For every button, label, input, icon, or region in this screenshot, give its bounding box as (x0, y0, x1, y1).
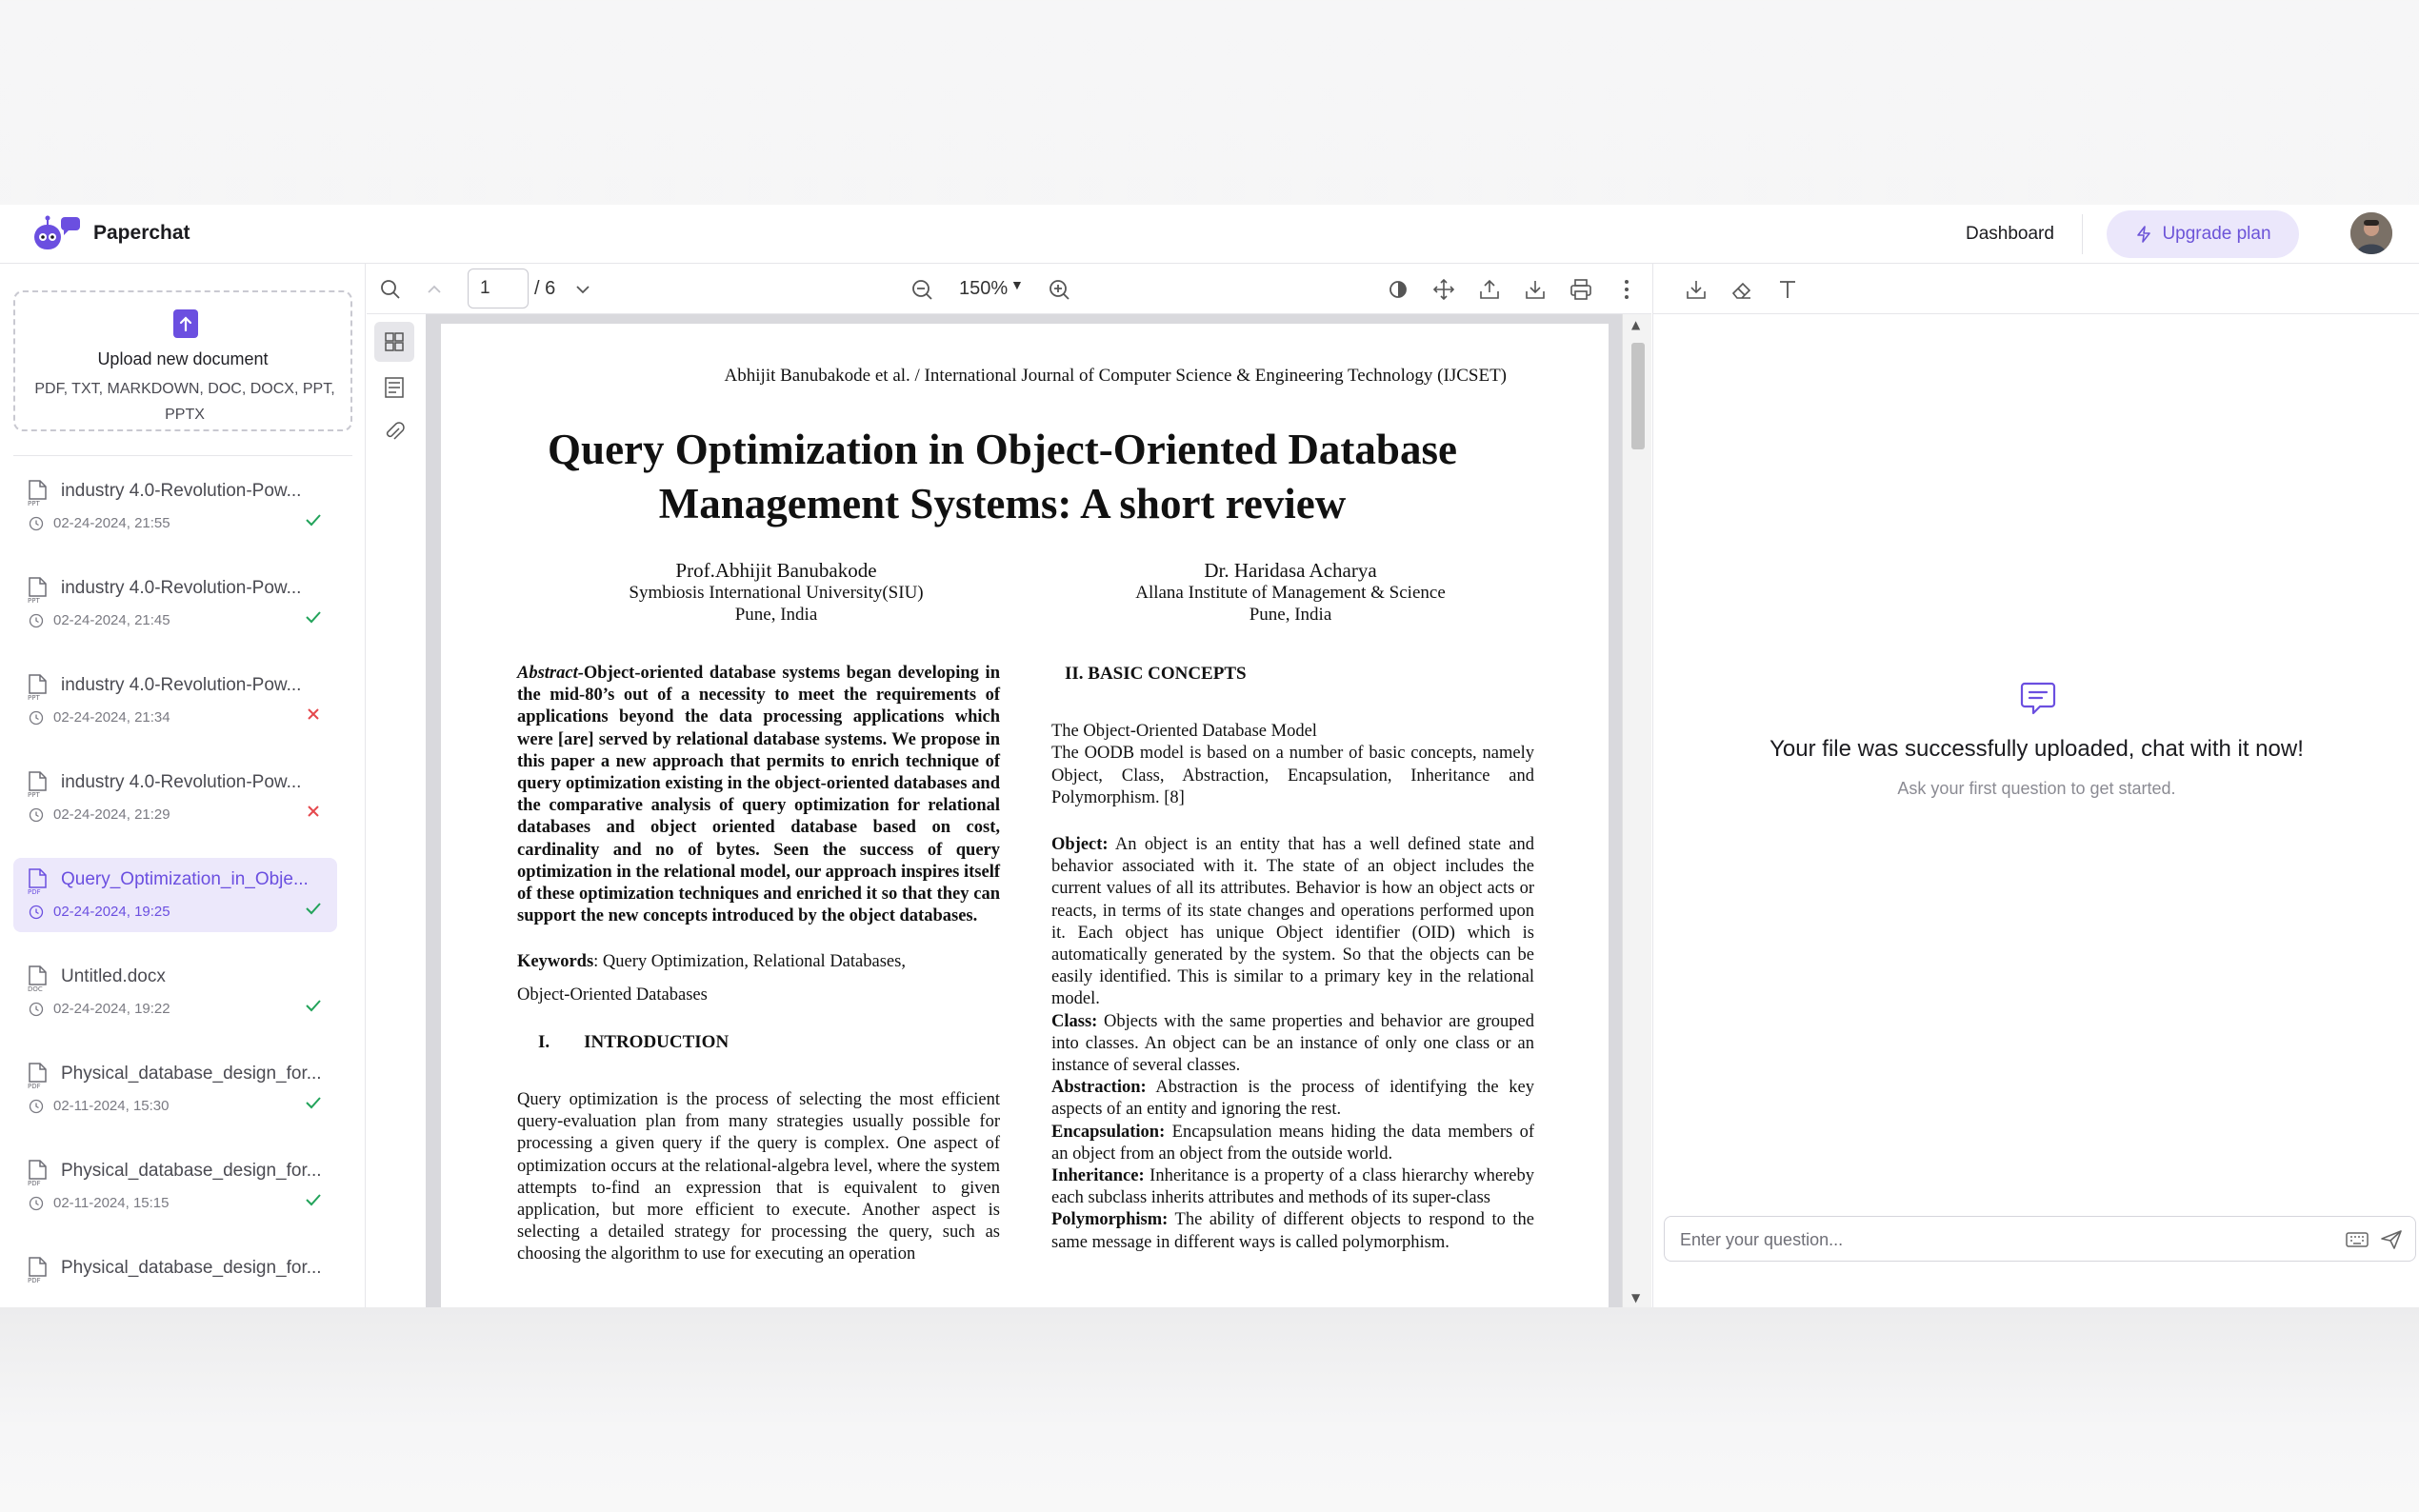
object-text: An object is an entity that has a well defined state and behavior associated with it. The state of an object includes the current values of all its attributes. Behavior is how an object acts or reacts, in terms of its state changes and operations performed upon it. Each object has unique Object identifier (OID) which is automatically generated by the system. So that the objects can be easily identified. This is similar to a primary key in the relational model. (1051, 835, 1534, 1009)
document-timestamp: 02-11-2024, 15:30 (53, 1098, 170, 1114)
svg-text:PDF: PDF (28, 1180, 41, 1186)
avatar-image (2350, 212, 2392, 254)
chat-toolbar (1653, 264, 2419, 314)
theme-toggle-icon[interactable] (1386, 277, 1410, 302)
svg-text:PPT: PPT (28, 694, 40, 701)
author-affiliation: Allana Institute of Management & Science (1135, 583, 1446, 603)
pdf-canvas-area[interactable] (426, 314, 1651, 1307)
scroll-up-arrow-icon[interactable]: ▲ (1631, 318, 1641, 331)
document-item[interactable] (13, 567, 337, 641)
upload-file-icon[interactable] (1477, 277, 1502, 302)
document-name: Physical_database_design_for... (61, 1064, 322, 1084)
success-check-icon (303, 607, 324, 627)
search-icon[interactable] (378, 277, 403, 302)
success-check-icon (303, 995, 324, 1016)
sidebar-divider (13, 455, 352, 456)
class-label: Class: (1051, 1011, 1098, 1031)
upload-icon (173, 309, 198, 338)
chevron-down-icon[interactable] (570, 277, 595, 302)
attachments-button[interactable] (374, 413, 414, 453)
print-icon[interactable] (1569, 277, 1593, 302)
clock-icon (29, 516, 44, 531)
object-label: Object: (1051, 835, 1109, 855)
thumbnails-icon (374, 322, 414, 362)
thumbnails-button[interactable] (374, 322, 414, 362)
documents-sidebar (0, 264, 366, 1307)
user-avatar[interactable] (2350, 212, 2392, 254)
encapsulation-label: Encapsulation: (1051, 1122, 1166, 1142)
document-name: industry 4.0-Revolution-Pow... (61, 578, 302, 598)
pdf-toolbar (367, 264, 1651, 314)
send-icon[interactable] (2379, 1228, 2404, 1251)
document-item[interactable] (13, 1149, 337, 1224)
success-check-icon (303, 509, 324, 530)
lightning-icon (2134, 225, 2153, 244)
eraser-icon[interactable] (1729, 277, 1754, 302)
upload-dropzone[interactable] (13, 290, 352, 431)
introduction-heading (517, 1031, 1000, 1053)
document-name: Physical_database_design_for... (61, 1258, 322, 1278)
clock-icon (29, 807, 44, 823)
document-item-active[interactable] (13, 858, 337, 932)
author-name: Dr. Haridasa Acharya (1204, 559, 1377, 582)
page-number-input[interactable] (468, 269, 529, 308)
abstract (517, 663, 1000, 927)
success-check-icon (303, 1189, 324, 1210)
abstraction-definition (1051, 1077, 1534, 1121)
ppt-file-icon (27, 480, 48, 507)
brand-name: Paperchat (93, 222, 190, 244)
upgrade-plan-label: Upgrade plan (2162, 224, 2271, 244)
svg-text:PPT: PPT (28, 500, 40, 507)
paperclip-icon (374, 413, 414, 453)
document-timestamp: 02-24-2024, 21:55 (53, 515, 170, 531)
clock-icon (29, 1099, 44, 1114)
zoom-out-icon[interactable] (910, 277, 934, 302)
journal-header: Abhijit Banubakode et al. / International Journal of Computer Science & Engineering Technology (IJCSET) (724, 366, 1507, 386)
document-name: industry 4.0-Revolution-Pow... (61, 675, 302, 695)
chevron-up-icon[interactable] (422, 277, 447, 302)
svg-text:PPT: PPT (28, 597, 40, 604)
scroll-thumb[interactable] (1631, 343, 1645, 449)
pdf-file-icon (27, 868, 48, 895)
pdf-page (441, 324, 1609, 1307)
svg-text:PPT: PPT (28, 791, 40, 798)
left-column (517, 663, 1000, 1266)
polymorphism-label: Polymorphism: (1051, 1210, 1169, 1230)
encapsulation-text: Encapsulation means hiding the data members of an object from an object from the outside world. (1051, 1122, 1534, 1164)
abstract-label: Abstract- (517, 664, 584, 683)
text-format-icon[interactable] (1775, 277, 1800, 302)
document-item[interactable] (13, 664, 337, 738)
question-input[interactable] (1680, 1226, 2289, 1253)
keywords-label: Keywords (517, 952, 594, 972)
header-divider (2082, 214, 2083, 254)
author-location: Pune, India (1249, 605, 1332, 625)
document-name: Untitled.docx (61, 966, 166, 986)
document-timestamp: 02-24-2024, 19:22 (53, 1001, 170, 1017)
document-timestamp: 02-24-2024, 21:29 (53, 806, 170, 823)
download-icon[interactable] (1523, 277, 1548, 302)
document-name: Query_Optimization_in_Obje... (61, 869, 309, 889)
document-item[interactable] (13, 955, 337, 1029)
zoom-level[interactable]: 150% (959, 278, 1009, 299)
paper-title: Query Optimization in Object-Oriented Database Management Systems: A short review (548, 426, 1457, 527)
keywords-line-2: Object-Oriented Databases (517, 985, 708, 1005)
abstract-text: Object-oriented database systems began developing in the mid-80’s out of a necessity to meet the requirements of applications beyond the data processing applications which were [are] served by relational database systems. We propose in this paper a new approach that permits to enrich technique of query optimization existing in the object-oriented databases and the comparative analysis of query optimization for relational databases and object oriented database based on cost, cardinality and no of bytes. Seen the success of query optimization in the relational model, our approach inspires itself of these optimization techniques and enriched it so that they can support the new concepts introduced by the object databases. (517, 664, 1000, 926)
encapsulation-definition (1051, 1122, 1534, 1165)
intro-number: I. (538, 1031, 550, 1052)
document-timestamp: 02-24-2024, 21:34 (53, 709, 170, 726)
document-item[interactable] (13, 1246, 337, 1307)
inheritance-definition (1051, 1165, 1534, 1209)
introduction-text: Query optimization is the process of selecting the most efficient query-evaluation plan from many strategies usually possible for processing a given query if the query is complex. One aspect of optimization occurs at the relational-algebra level, where the system attempts to-find an expression that is equivalent to given application, but more efficient to execute. Another aspect is selecting a detailed strategy for processing the query, such as choosing the algorithm to use for executing an operation (517, 1090, 1000, 1264)
zoom-dropdown-icon[interactable]: ▼ (1010, 277, 1024, 292)
chat-input-box (1664, 1216, 2416, 1262)
intro-title: INTRODUCTION (584, 1031, 730, 1052)
svg-text:PDF: PDF (28, 1083, 41, 1089)
class-definition (1051, 1011, 1534, 1078)
paperchat-logo-icon (32, 213, 82, 255)
ppt-file-icon (27, 674, 48, 701)
class-text: Objects with the same properties and behavior are grouped into classes. An object can be an instance of only one class or an instance of several classes. (1051, 1011, 1534, 1076)
document-list (13, 469, 337, 1307)
author-affiliation: Symbiosis International University(SIU) (629, 583, 924, 603)
clock-icon (29, 1196, 44, 1211)
pdf-viewer (367, 264, 1651, 1307)
chat-bubble-icon (2019, 679, 2057, 717)
scroll-down-arrow-icon[interactable]: ▼ (1631, 1291, 1641, 1304)
pdf-file-icon (27, 1257, 48, 1283)
chat-empty-title: Your file was successfully uploaded, chat with it now! (1769, 736, 2304, 762)
clock-icon (29, 905, 44, 920)
document-item[interactable] (13, 1052, 337, 1126)
document-timestamp: 02-24-2024, 19:25 (53, 904, 170, 920)
author-name: Prof.Abhijit Banubakode (675, 559, 877, 582)
author-block-2 (1090, 560, 1490, 626)
document-item[interactable] (13, 469, 337, 544)
abstraction-label: Abstraction: (1051, 1078, 1147, 1098)
svg-text:PDF: PDF (28, 888, 41, 895)
document-timestamp: 02-11-2024, 15:15 (53, 1195, 170, 1211)
svg-text:DOC: DOC (28, 985, 43, 992)
document-timestamp: 02-24-2024, 21:45 (53, 612, 170, 628)
app-window (0, 205, 2419, 1307)
pdf-scrollbar[interactable] (1622, 314, 1651, 1307)
ppt-file-icon (27, 577, 48, 604)
upload-file-types: PDF, TXT, MARKDOWN, DOC, DOCX, PPT, PPTX (34, 381, 335, 423)
inheritance-label: Inheritance: (1051, 1166, 1145, 1186)
author-block-1 (576, 560, 976, 626)
clock-icon (29, 710, 44, 726)
abstraction-text: Abstraction is the process of identifying the key aspects of an entity and ignoring the rest. (1051, 1078, 1534, 1120)
chat-panel (1652, 264, 2419, 1307)
object-definition (1051, 834, 1534, 1011)
success-check-icon (303, 1092, 324, 1113)
pdf-side-tools (367, 314, 426, 1307)
inheritance-text: Inheritance is a property of a class hierarchy whereby each subclass inherits attributes and methods of its super-class (1051, 1166, 1534, 1208)
basic-concepts-heading: II. BASIC CONCEPTS (1065, 664, 1247, 684)
svg-text:PDF: PDF (28, 1277, 41, 1283)
dashboard-link[interactable]: Dashboard (1966, 224, 2054, 244)
outline-icon (374, 368, 414, 408)
polymorphism-text: The ability of different objects to respond to the same message in different ways is called polymorphism. (1051, 1210, 1534, 1252)
oodb-model-text: The OODB model is based on a number of basic concepts, namely Object, Class, Abstraction, Encapsulation, Inheritance and Polymorphism. [8] (1051, 744, 1534, 807)
keywords (517, 951, 1000, 973)
failed-x-icon (303, 801, 324, 822)
document-item[interactable] (13, 761, 337, 835)
polymorphism-definition (1051, 1209, 1534, 1253)
clock-icon (29, 613, 44, 628)
more-options-icon[interactable] (1614, 277, 1639, 302)
pan-move-icon[interactable] (1431, 277, 1456, 302)
oodb-model-title: The Object-Oriented Database Model (1051, 722, 1317, 742)
page-total: / 6 (534, 278, 556, 299)
ppt-file-icon (27, 771, 48, 798)
document-name: industry 4.0-Revolution-Pow... (61, 772, 302, 792)
keywords-text: : Query Optimization, Relational Databases, (593, 952, 906, 972)
upgrade-plan-button[interactable] (2107, 210, 2299, 258)
failed-x-icon (303, 704, 324, 725)
pdf-file-icon (27, 1160, 48, 1186)
document-name: industry 4.0-Revolution-Pow... (61, 481, 302, 501)
export-chat-icon[interactable] (1684, 277, 1709, 302)
keyboard-icon[interactable] (2345, 1229, 2369, 1250)
pdf-file-icon (27, 1063, 48, 1089)
doc-file-icon (27, 965, 48, 992)
right-column (1051, 663, 1534, 1254)
background-bottom (0, 1307, 2419, 1512)
clock-icon (29, 1002, 44, 1017)
upload-title: Upload new document (97, 349, 269, 368)
document-name: Physical_database_design_for... (61, 1161, 322, 1181)
author-location: Pune, India (734, 605, 818, 625)
outline-button[interactable] (374, 368, 414, 408)
success-check-icon (303, 898, 324, 919)
zoom-in-icon[interactable] (1047, 277, 1071, 302)
chat-empty-subtitle: Ask your first question to get started. (1897, 779, 2176, 798)
top-header (0, 205, 2419, 264)
